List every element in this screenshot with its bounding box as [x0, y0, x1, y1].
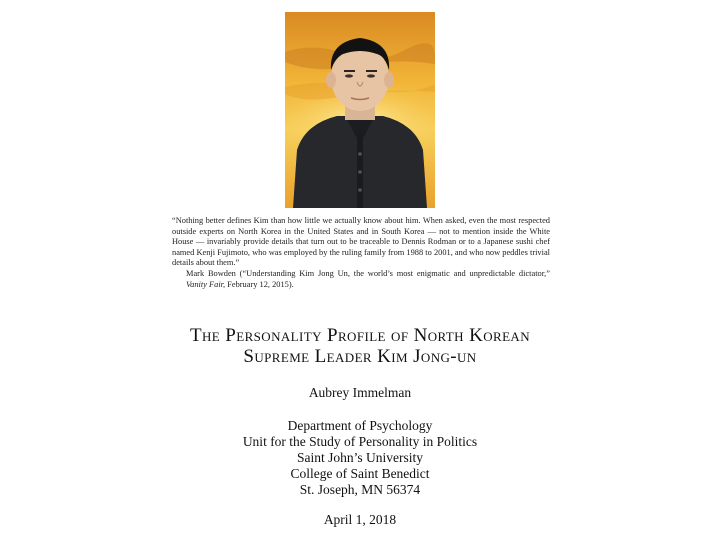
affiliation-line-4: College of Saint Benedict [290, 466, 430, 481]
portrait-illustration [285, 12, 435, 208]
attribution-prefix: Mark Bowden (“Understanding Kim Jong Un, the world’s most enigmatic and unpredictable dictator,” [186, 268, 550, 278]
epigraph-quote [172, 216, 550, 290]
author-name: Aubrey Immelman [308, 385, 412, 400]
attribution-date: February 12, 2015). [227, 279, 294, 289]
portrait-photo [285, 12, 435, 208]
affiliation-line-1: Department of Psychology [287, 418, 433, 433]
attribution-source: Vanity Fair, [186, 279, 226, 289]
quote-text: “Nothing better defines Kim than how little we actually know about him. When asked, even the most respected outside experts on North Korea in the United States and in South Korea — not to mention inside the White House — invariably provide details that turn out to be traceable to Dennis Rodman or to a Japanese sushi chef named Kenji Fujimoto, who was employed by the ruling family from 1988 to 2001, and who now peddles trivial details about them.” [172, 216, 550, 268]
author-affiliation [180, 418, 540, 498]
affiliation-line-5: St. Joseph, MN 56374 [299, 482, 421, 497]
affiliation-line-3: Saint John’s University [296, 450, 423, 465]
paper-title [150, 325, 570, 367]
quote-attribution [186, 269, 550, 290]
publication-date: April 1, 2018 [323, 512, 397, 527]
affiliation-line-2: Unit for the Study of Personality in Politics [242, 434, 478, 449]
title-line-2: Supreme Leader Kim Jong-un [243, 346, 477, 367]
title-line-1: The Personality Profile of North Korean [190, 325, 530, 346]
